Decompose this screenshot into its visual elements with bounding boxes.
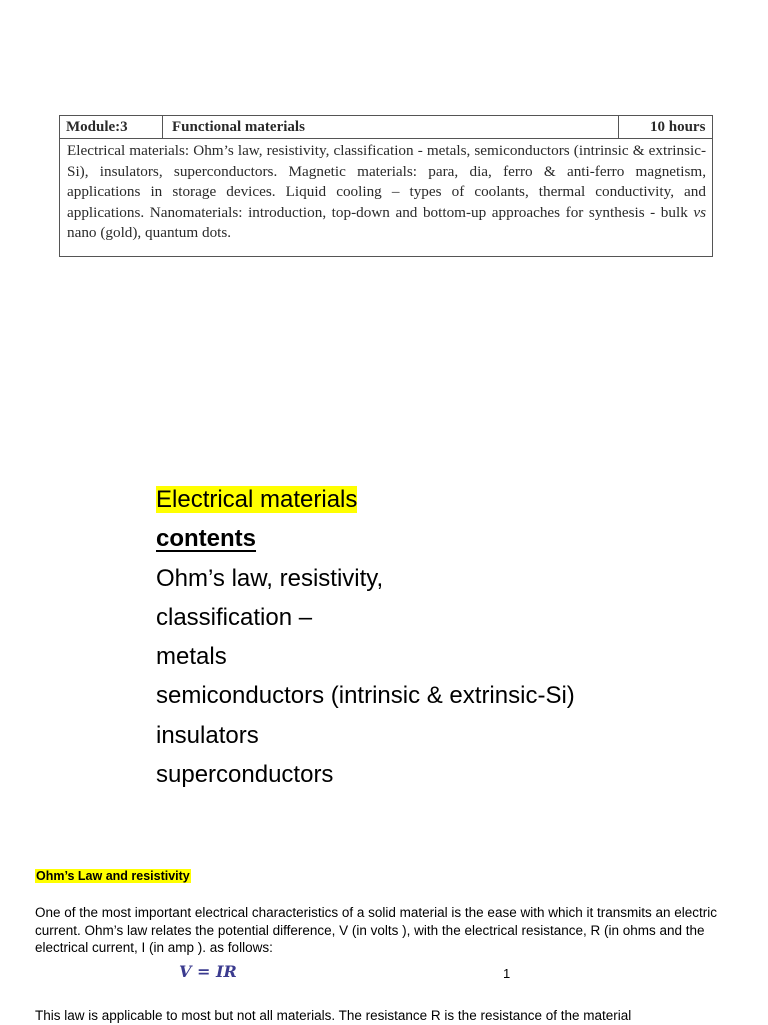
contents-heading: Electrical materials [156, 486, 358, 513]
syllabus-table [59, 115, 713, 257]
list-item: Ohm’s law, resistivity, [156, 564, 384, 592]
list-item: superconductors [156, 761, 334, 789]
list-item: metals [156, 643, 227, 671]
description-text-end: nano (gold), quantum dots. [67, 224, 232, 241]
section-paragraph-2: This law is applicable to most but not all materials. The resistance R is the resistance of the material [35, 1008, 632, 1023]
section-heading: Ohm’s Law and resistivity [36, 869, 190, 883]
module-number: Module:3 [66, 119, 128, 135]
page-number: 1 [503, 966, 511, 981]
module-hours: 10 hours [650, 119, 706, 135]
list-item: semiconductors (intrinsic & extrinsic-Si) [156, 682, 575, 710]
contents-title: contents [156, 525, 257, 553]
module-description [60, 139, 712, 244]
section-paragraph: One of the most important electrical characteristics of a solid material is the ease with which it transmits an electric current. Ohm’s law relates the potential difference, V (in volts ), with the electrical resistance, R (in ohms and the electrical current, I (in amp ). as follows: [35, 905, 718, 955]
module-title: Functional materials [172, 119, 305, 135]
contents-block [156, 480, 736, 794]
description-text: Electrical materials: Ohm’s law, resistivity, classification - metals, semiconductors (intrinsic & extrinsic-Si), insulators, superconductors. Magnetic materials: para, dia, ferro & anti-ferro magnetism, applications in storage devices. Liquid cooling – types of coolants, thermal conductivity, and applications. Nanomaterials: introduction, top-down and bottom-up approaches for synthesis - bulk [67, 142, 706, 221]
ohms-law-equation: V = IR [179, 962, 237, 981]
description-vs: vs [693, 203, 706, 221]
column-divider [162, 116, 163, 138]
syllabus-header-row [60, 116, 712, 139]
list-item: classification – [156, 603, 313, 631]
list-item: insulators [156, 721, 259, 749]
column-divider [618, 116, 619, 138]
